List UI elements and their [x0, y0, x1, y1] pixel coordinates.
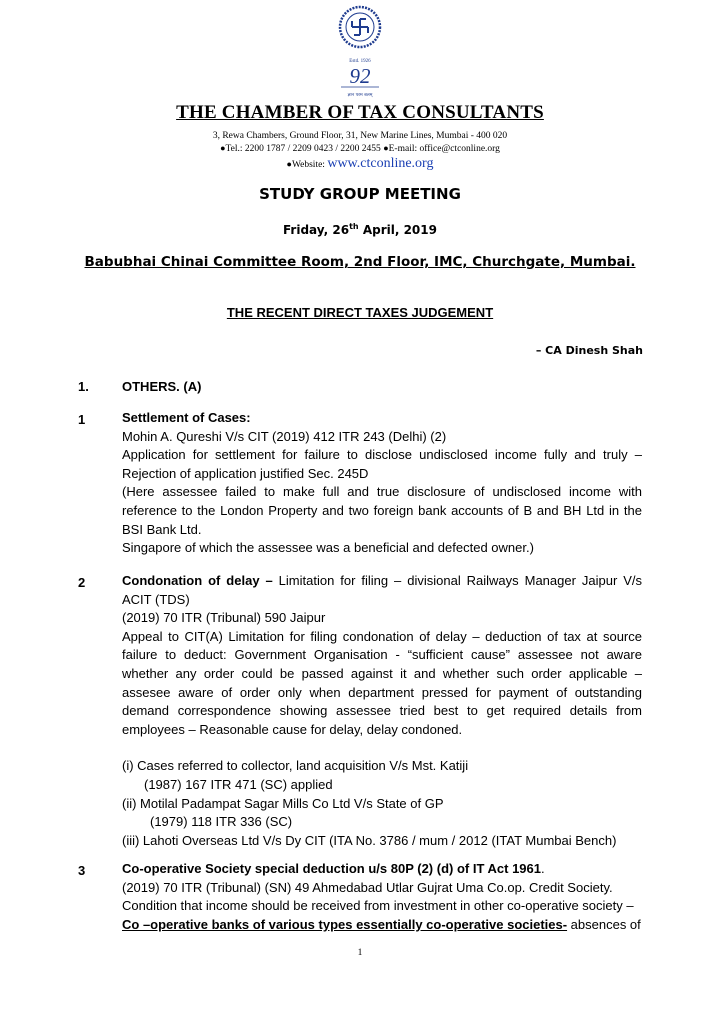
organization-address: 3, Rewa Chambers, Ground Floor, 31, New Marine Lines, Mumbai - 400 020: [212, 131, 508, 141]
case-citation: (1979) 118 ITR 336 (SC): [150, 814, 293, 830]
case-citation: (1987) 167 ITR 471 (SC) applied: [144, 776, 333, 792]
meeting-date: [0, 222, 720, 237]
item-line: Condition that income should be received from investment in other co-operative society –: [122, 898, 634, 914]
bullet: ●: [220, 143, 226, 153]
item-number: 3: [78, 863, 86, 878]
item-line: Application for settlement for failure to disclose undisclosed income fully and truly – Rejection of application justified Sec. 245D: [122, 447, 642, 481]
website-label: Website:: [291, 160, 328, 170]
item-heading: Settlement of Cases:: [122, 410, 251, 425]
item-heading: Condonation of delay –: [122, 573, 273, 588]
meeting-title: STUDY GROUP MEETING: [259, 185, 461, 203]
item-line-rest: absences of: [567, 916, 641, 932]
email-address[interactable]: E-mail: office@ctconline.org: [388, 144, 500, 154]
organization-name: THE CHAMBER OF TAX CONSULTANTS: [176, 102, 544, 123]
item-heading-line: [122, 860, 642, 879]
item-line: Appeal to CIT(A) Limitation for filing condonation of delay – deduction of tax at source failure to deduct: Government Organisation - “sufficient cause” assessee not aware whether any order could be passed against it and whether such order applicable – assesee aware of order only when department pressed for payment of outstanding demand correspondence showing assessee tried best to get required details from employees – Reasonable cause for delay, delay condoned.: [122, 628, 642, 737]
author-name: – CA Dinesh Shah: [535, 344, 643, 357]
case-reference: (iii) Lahoti Overseas Ltd V/s Dy CIT (ITA No. 3786 / mum / 2012 (ITAT Mumbai Bench): [122, 832, 617, 848]
logo-year: Estd. 1926: [349, 59, 371, 64]
case-reference: (ii) Motilal Padampat Sagar Mills Co Ltd V/s State of GP: [122, 795, 444, 811]
item-line: (2019) 70 ITR (Tribunal) (SN) 49 Ahmedabad Utlar Gujrat Uma Co.op. Credit Society.: [122, 879, 613, 895]
item-number: 1: [78, 412, 86, 427]
item-line: Mohin A. Qureshi V/s CIT (2019) 412 ITR 243 (Delhi) (2): [122, 428, 447, 444]
item-heading: Co-operative Society special deduction u/s 80P (2) (d) of IT Act 1961: [122, 861, 541, 876]
section-title: OTHERS. (A): [122, 379, 202, 394]
item-line: [122, 916, 642, 935]
telephone: Tel.: 2200 1787 / 2209 0423 / 2200 2455: [225, 144, 381, 154]
date-superscript: th: [349, 222, 359, 231]
bullet: ●: [286, 159, 292, 169]
item-number: 2: [78, 575, 86, 590]
website-link[interactable]: www.ctconline.org: [327, 156, 434, 171]
item-line: Singapore of which the assessee was a beneficial and defected owner.): [122, 540, 534, 556]
underlined-bold-text: Co –operative banks of various types essentially co-operative societies-: [122, 916, 568, 932]
section-number: 1.: [78, 379, 89, 394]
case-reference: (i) Cases referred to collector, land acquisition V/s Mst. Katiji: [122, 758, 469, 774]
item-heading-line: [122, 572, 642, 609]
page-number: 1: [357, 948, 363, 958]
meeting-venue: Babubhai Chinai Committee Room, 2nd Floor, IMC, Churchgate, Mumbai.: [84, 254, 636, 270]
item-line: (2019) 70 ITR (Tribunal) 590 Jaipur: [122, 610, 326, 626]
contact-line: [0, 143, 720, 154]
website-line: [0, 156, 720, 172]
item-cooperative-society-deduction: [122, 860, 642, 934]
item-heading-rest: Limitation for filing – divisional Railways Manager Jaipur V/s ACIT (TDS): [122, 573, 642, 607]
topic-heading: THE RECENT DIRECT TAXES JUDGEMENT: [226, 305, 494, 320]
date-suffix: April, 2019: [358, 223, 437, 237]
item-settlement-of-cases: [122, 409, 642, 558]
logo-motto: ज्ञान परम बलम्: [347, 93, 373, 98]
item-condonation-of-delay: [122, 572, 642, 850]
chamber-logo: [335, 3, 385, 103]
item-line: (Here assessee failed to make full and true disclosure of undisclosed income with reference to the London Property and two foreign bank accounts of B and BH Ltd in the BSI Bank Ltd.: [122, 484, 642, 537]
logo-badge: 92: [349, 64, 371, 88]
date-prefix: Friday, 26: [283, 223, 350, 237]
item-heading-rest: .: [541, 861, 545, 876]
bullet: ●: [383, 143, 389, 153]
